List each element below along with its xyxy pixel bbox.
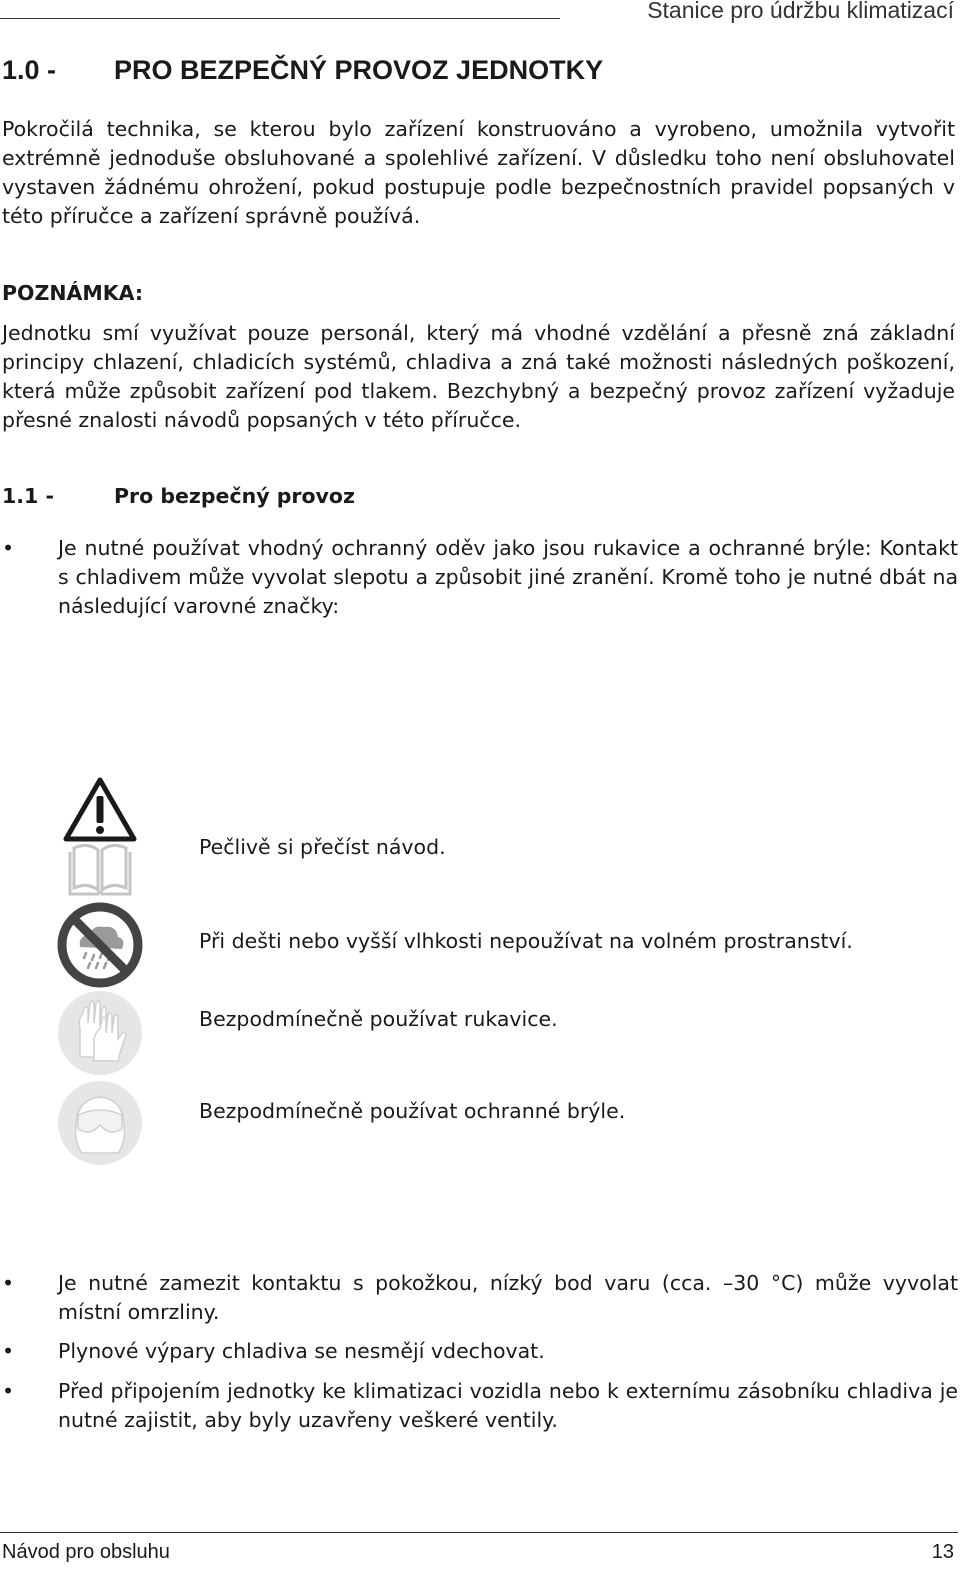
section-title: PRO BEZPEČNÝ PROVOZ JEDNOTKY (114, 55, 604, 85)
subsection-title: Pro bezpečný provoz (114, 484, 355, 508)
footer-title: Návod pro obsluhu (2, 1541, 170, 1563)
symbol-text: Bezpodmínečně používat ochranné brýle. (199, 1099, 626, 1123)
bullet-dot: • (2, 1379, 15, 1403)
bullet-item (0, 1269, 958, 1327)
symbol-text: Při dešti nebo vyšší vlhkosti nepoužívat na volném prostranství. (199, 929, 853, 953)
note-label: POZNÁMKA: (2, 281, 144, 305)
symbol-text: Bezpodmínečně používat rukavice. (199, 1007, 558, 1031)
footer-rule (0, 1532, 958, 1533)
bullet-text: Je nutné zamezit kontaktu s pokožkou, nízký bod varu (cca. –30 °C) může vyvolat místní omrzliny. (58, 1271, 958, 1324)
page-number: 13 (931, 1541, 954, 1563)
bullet-item (0, 1377, 958, 1435)
warning-read-manual-icon (62, 776, 138, 900)
header-rule (0, 18, 560, 19)
subsection-number: 1.1 - (2, 484, 54, 508)
goggles-icon (56, 1079, 144, 1167)
bullet-item (0, 1337, 958, 1366)
bullet-text: Plynové výpary chladiva se nesmějí vdechovat. (58, 1339, 545, 1363)
bullet-text: Je nutné používat vhodný ochranný oděv jako jsou rukavice a ochranné brýle: Kontakt s chladivem může vyvolat slepotu a způsobit jiné zranění. Kromě toho je nutné dbát na následující varovné značky: (58, 536, 958, 618)
note-paragraph: Jednotku smí využívat pouze personál, který má vhodné vzdělání a přesně zná základní principy chlazení, chladicích systémů, chladiva a zná také možnosti následných poškození, která může způsobit zařízení pod tlakem. Bezchybný a bezpečný provoz zařízení vyžaduje přesné znalosti návodů popsaných v této příručce. (2, 321, 955, 432)
gloves-icon (56, 989, 144, 1077)
bullet-text: Před připojením jednotky ke klimatizaci vozidla nebo k externímu zásobníku chladiva je nutné zajistit, aby byly uzavřeny veškeré ventily. (58, 1379, 958, 1432)
section-number: 1.0 - (2, 55, 57, 85)
header-title: Stanice pro údržbu klimatizací (647, 0, 954, 23)
bullet-dot: • (2, 1271, 15, 1295)
intro-paragraph: Pokročilá technika, se kterou bylo zařízení konstruováno a vyrobeno, umožnila vytvořit extrémně jednoduše obsluhované a spolehlivé zařízení. V důsledku toho není obsluhovatel vystaven žádnému ohrožení, pokud postupuje podle bezpečnostních pravidel popsaných v této příručce a zařízení správně používá. (2, 117, 955, 228)
bullet-dot: • (2, 536, 15, 560)
no-rain-icon (56, 901, 144, 989)
bullet-dot: • (2, 1339, 15, 1363)
bullet-item (0, 534, 958, 621)
symbol-text: Pečlivě si přečíst návod. (199, 835, 446, 859)
